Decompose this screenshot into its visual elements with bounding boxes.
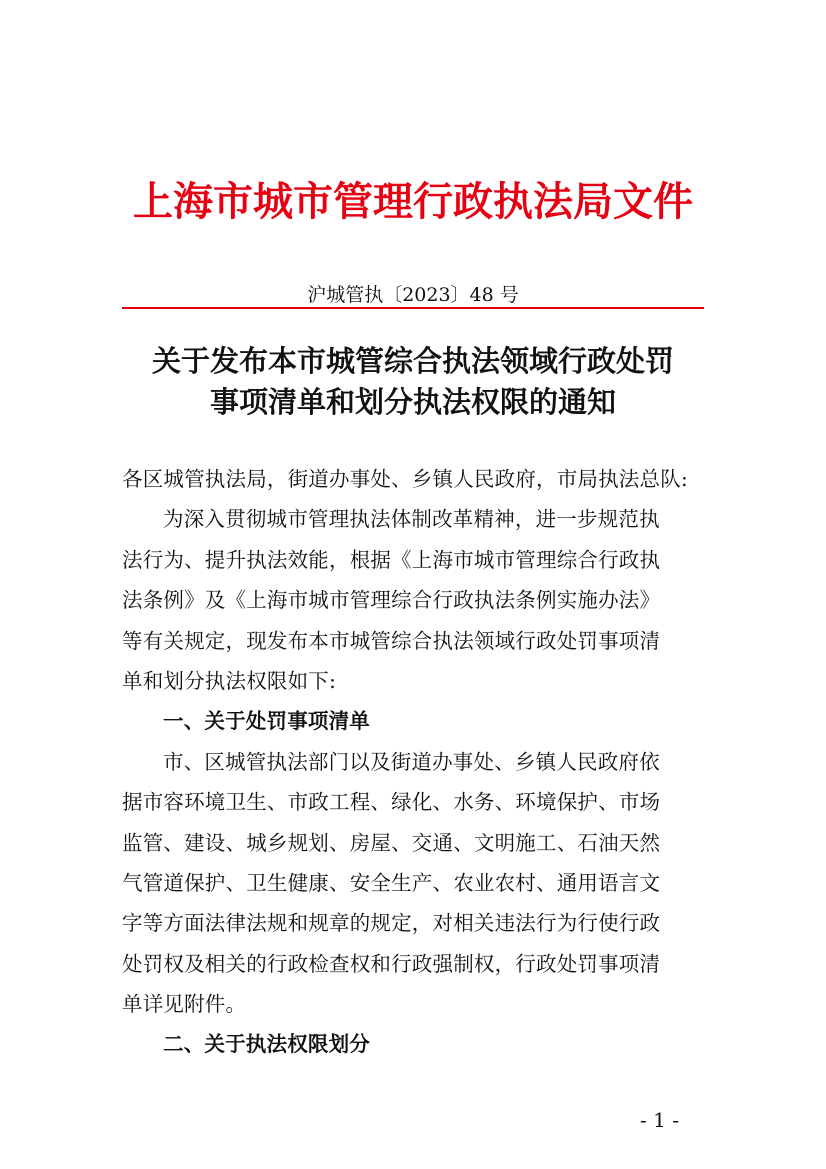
document-header-title: 上海市城市管理行政执法局文件 [133,179,693,225]
section-2-heading: 二、关于执法权限划分 [163,1032,370,1057]
recipients-line: 各区城管执法局，街道办事处、乡镇人民政府，市局执法总队: [122,467,689,491]
red-separator-line [122,307,704,309]
notice-title-line: 关于发布本市城管综合执法领域行政处罚 [151,344,674,378]
paragraph-1-line: 为深入贯彻城市管理执法体制改革精神，进一步规范执 [163,507,660,532]
paragraph-2-line: 气管道保护、卫生健康、安全生产、农业农村、通用语言文 [122,870,661,895]
paragraph-1-line: 等有关规定，现发布本市城管综合执法领域行政处罚事项清 [122,628,661,653]
paragraph-2-line: 处罚权及相关的行政检查权和行政强制权，行政处罚事项清 [122,951,661,976]
paragraph-1-line: 单和划分执法权限如下: [122,668,337,693]
document-body [122,459,706,1065]
document-number: 沪城管执〔2023〕48 号 [307,284,519,306]
paragraph-2-line: 据市容环境卫生、市政工程、绿化、水务、环境保护、市场 [122,790,661,815]
notice-title-line: 事项清单和划分执法权限的通知 [209,385,616,419]
paragraph-1-line: 法条例》及《上海市城市管理综合行政执法条例实施办法》 [122,588,661,613]
paragraph-2-line: 监管、建设、城乡规划、房屋、交通、文明施工、石油天然 [122,830,661,855]
section-1-heading: 一、关于处罚事项清单 [163,709,370,734]
paragraph-2-line: 市、区城管执法部门以及街道办事处、乡镇人民政府依 [163,749,660,774]
paragraph-2-line: 单详见附件。 [122,992,247,1017]
page-number: - 1 - [640,1108,679,1132]
paragraph-2-line: 字等方面法律法规和规章的规定，对相关违法行为行使行政 [122,911,661,936]
notice-title [0,341,826,423]
paragraph-1-line: 法行为、提升执法效能，根据《上海市城市管理综合行政执 [122,547,661,572]
